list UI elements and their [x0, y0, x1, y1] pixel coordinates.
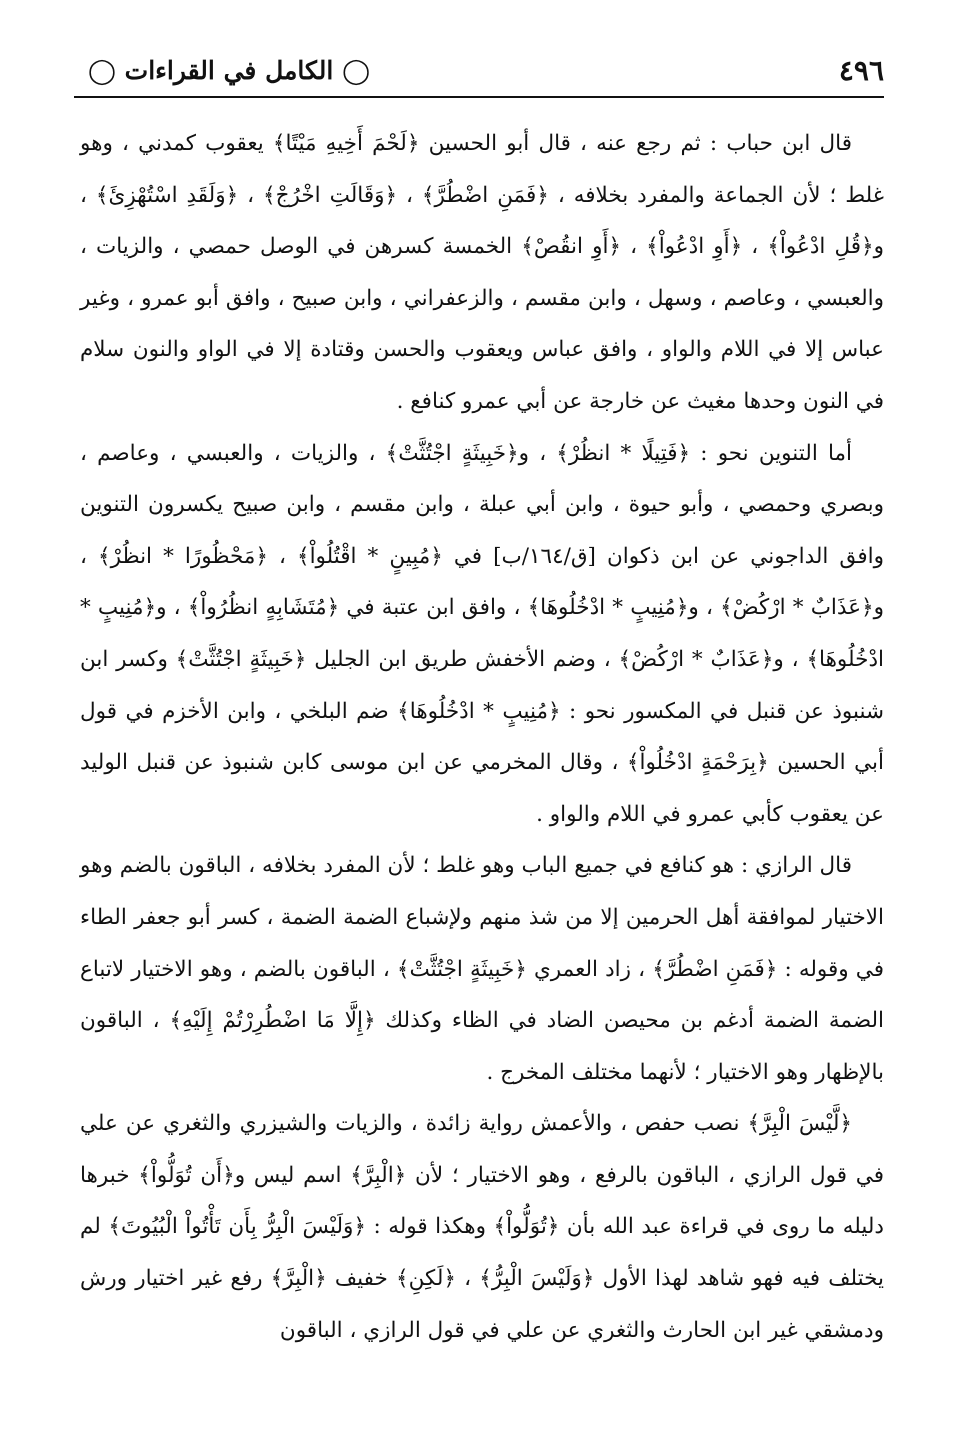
- page-number: ٤٩٦: [838, 54, 884, 87]
- paragraph: ﴿لَّيْسَ الْبِرَّ﴾ نصب حفص ، والأعمش رواية زائدة ، والزيات والشيزري والثغري عن علي في قول الرازي ، الباقون بالرفع ، وهو الاختيار ؛ لأن ﴿الْبِرَّ﴾ اسم ليس و﴿أَن تُوَلُّواْ﴾ خبرها دليله ما روى في قراءة عبد الله بأن ﴿تُوَلُّواْ﴾ وهكذا قوله : ﴿وَلَيْسَ الْبِرُّ بِأَن تَأْتُواْ الْبُيُوتَ﴾ لم يختلف فيه فهو شاهد لهذا الأول ﴿وَلَيْسَ الْبِرُّ﴾ ، ﴿لَكِنِ﴾ خفيف ﴿الْبِرَّ﴾ رفع غير اختيار ورش ودمشقي غير ابن الحارث والثغري عن علي في قول الرازي ، الباقون: [80, 1111, 884, 1343]
- page-body: [80, 118, 884, 1356]
- header-rule: [74, 96, 884, 98]
- book-title: ◯ الكامل في القراءات ◯: [88, 56, 371, 85]
- paragraph: قال الرازي : هو كنافع في جميع الباب وهو غلط ؛ لأن المفرد بخلافه ، الباقون بالضم وهو الاختيار لموافقة أهل الحرمين إلا من شذ منهم ولإشباع الضمة الضمة ، كسر أبو جعفر الطاء في وقوله : ﴿فَمَنِ اضْطُرَّ﴾ ، زاد العمري ﴿خَبِيثَةٍ اجْتُثَّتْ﴾ ، الباقون بالضم ، وهو الاختيار لاتباع الضمة الضمة أدغم بن محيصن الضاد في الظاء وكذلك ﴿إِلَّا مَا اضْطُرِرْتُمْ إِلَيْهِ﴾ ، الباقون بالإظهار وهو الاختيار ؛ لأنهما مختلف المخرج .: [80, 853, 884, 1085]
- running-header: [74, 52, 884, 94]
- paragraph: قال ابن حباب : ثم رجع عنه ، قال أبو الحسين ﴿لَحْمَ أَخِيهِ مَيْتًا﴾ يعقوب كمدني ، وهو غلط ؛ لأن الجماعة والمفرد بخلافه ، ﴿فَمَنِ اضْطُرَّ﴾ ، ﴿وَقَالَتِ اخْرُجْ﴾ ، ﴿وَلَقَدِ اسْتُهْزِئَ﴾ ، و﴿قُلِ ادْعُواْ﴾ ، ﴿أَوِ ادْعُواْ﴾ ، ﴿أَوِ انقُصْ﴾ الخمسة كسرهن في الوصل حمصي ، والزيات ، والعبسي ، وعاصم ، وسهل ، وابن مقسم ، والزعفراني ، وابن صبيح ، وافق أبو عمرو ، وغير عباس إلا في اللام والواو ، وافق عباس ويعقوب والحسن وقتادة إلا في الواو والنون سلام في النون وحدها مغيث عن خارجة عن أبي عمرو كنافع .: [80, 131, 884, 414]
- paragraph: أما التنوين نحو : ﴿فَتِيلًا * انظُرْ﴾ ، و﴿خَبِيثَةٍ اجْتُثَّتْ﴾ ، والزيات ، والعبسي ، وعاصم ، وبصري وحمصي ، وأبو حيوة ، وابن أبي عبلة ، وابن مقسم ، وابن صبيح يكسرون التنوين وافق الداجوني عن ابن ذكوان [ق/١٦٤/ب] في ﴿مُبِينٍ * اقْتُلُواْ﴾ ، ﴿مَحْظُورًا * انظُرْ﴾ ، و﴿عَذَابٌ * ارْكُضْ﴾ ، و﴿مُنِيبٍ * ادْخُلُوهَا﴾ ، وافق ابن عتبة في ﴿مُتَشَابِهٍ انظُرُواْ﴾ ، و﴿مُنِيبٍ * ادْخُلُوهَا﴾ ، و﴿عَذَابٌ * ارْكُضْ﴾ ، وضم الأخفش طريق ابن الجليل ﴿خَبِيثَةٍ اجْتُثَّتْ﴾ وكسر ابن شنبوذ عن قنبل في المكسور نحو : ﴿مُنِيبٍ * ادْخُلُوهَا﴾ ضم البلخي ، وابن الأخزم في قول أبي الحسين ﴿بِرَحْمَةٍ ادْخُلُواْ﴾ ، وقال المخرمي عن ابن موسى كابن شنبوذ عن قنبل الوليد عن يعقوب كأبي عمرو في اللام والواو .: [80, 440, 884, 827]
